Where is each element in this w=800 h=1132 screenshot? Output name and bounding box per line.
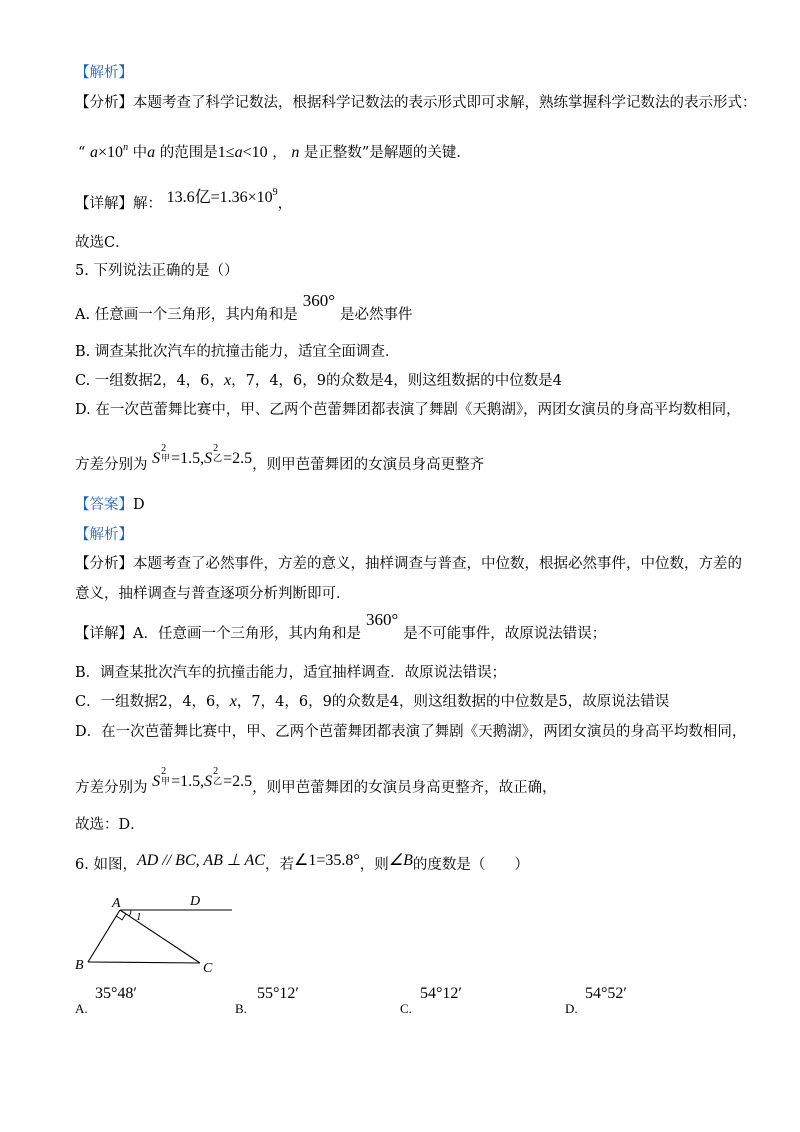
q5-analysis-heading-line	[75, 525, 133, 545]
option-d-post: ，则甲芭蕾舞团的女演员身高更整齐	[252, 457, 485, 473]
variance-symbol-2: S	[204, 773, 213, 790]
q6-stem	[75, 852, 529, 875]
variance-sub-1: 甲	[161, 453, 171, 463]
exponent-n: n	[123, 142, 129, 153]
variance-value-1: =1.5,	[171, 773, 205, 790]
q4-rule-line	[78, 143, 471, 165]
line-ac	[120, 910, 200, 963]
answer-value: D	[133, 497, 145, 513]
detail-c-var: x	[229, 693, 237, 710]
detail-d-pre: 方差分别为	[75, 780, 148, 796]
q5-option-d-line2	[75, 443, 485, 475]
analysis-heading: 【解析】	[75, 65, 133, 81]
q6-angle-asked: ∠B	[388, 852, 413, 869]
triangle-figure	[70, 885, 240, 980]
option-c-label: C.	[400, 1001, 412, 1016]
label-b: B	[75, 958, 84, 973]
conclusion-text: 故选：D．	[75, 817, 145, 833]
q6-number: 6. 如图，	[75, 857, 137, 873]
analysis-text-1: 本题考查了必然事件，方差的意义，抽样调查与普查，中位数，根据必然事件，中位数，方差的	[133, 556, 742, 572]
variance-symbol-1: S	[152, 450, 161, 467]
option-d-label: D.	[565, 1001, 578, 1016]
variance-sup-1: 2	[161, 766, 167, 777]
q6-condition: AD // BC, AB ⊥ AC	[136, 852, 265, 869]
label-angle-1: 1	[136, 911, 142, 923]
option-b-label: B.	[235, 1001, 247, 1016]
q5-detail-c	[75, 692, 669, 712]
q5-analysis-line1	[75, 554, 742, 574]
option-c-value: 54°12′	[420, 985, 462, 1002]
detail-b-text: B．调查某批次汽车的抗撞击能力，适宜抽样调查．故原说法错误；	[75, 665, 507, 681]
right-angle-mark	[116, 914, 126, 920]
option-a-post: 是必然事件	[340, 307, 413, 323]
conclusion-text: 故选C．	[75, 235, 130, 251]
option-a-math: 360°	[302, 291, 336, 310]
q5-conclusion	[75, 815, 145, 835]
q5-analysis-line2	[75, 584, 351, 604]
detail-a-post: 是不可能事件，故原说法错误；	[403, 626, 607, 642]
open-quote: “	[78, 145, 86, 161]
q6-angle-given: ∠1=35.8°	[293, 852, 360, 869]
var-a: a	[90, 144, 99, 161]
q6-if: ，若	[264, 857, 294, 873]
variance-sub-2: 乙	[213, 453, 223, 463]
variance-sup-1: 2	[161, 443, 167, 454]
option-a-pre: A. 任意画一个三角形，其内角和是	[75, 307, 298, 323]
detail-exponent: 9	[272, 187, 278, 198]
line-bc	[88, 962, 200, 963]
variance-math	[152, 443, 253, 467]
variance-value-2: =2.5	[223, 773, 253, 790]
variance-symbol-1: S	[152, 773, 161, 790]
q4-detail-line	[75, 187, 293, 216]
q5-detail-b	[75, 663, 506, 683]
q4-analysis-line	[75, 93, 757, 113]
variance-sup-2: 2	[213, 443, 219, 454]
option-a-label: A.	[75, 1001, 88, 1016]
option-d-pre: 方差分别为	[75, 457, 148, 473]
detail-tail: ，	[277, 196, 293, 212]
q6-tail: 的度数是（ ）	[412, 857, 529, 873]
detail-label: 【详解】	[75, 626, 133, 642]
analysis-label: 【分析】	[75, 556, 133, 572]
analysis-text-2: 意义，抽样调查与普查逐项分析判断即可．	[75, 586, 351, 602]
detail-math	[167, 189, 278, 206]
q6-then: ，则	[359, 857, 389, 873]
var-n: n	[291, 144, 300, 161]
variance-math	[152, 766, 253, 790]
variance-sup-2: 2	[213, 766, 219, 777]
detail-c-post: ，7，4，6，9的众数是4，则这组数据的中位数是5，故原说法错误	[236, 694, 670, 710]
option-b-value: 55°12′	[257, 985, 299, 1002]
detail-label: 【详解】	[75, 196, 133, 212]
label-a: A	[112, 896, 121, 911]
detail-d-line1-text: D．在一次芭蕾舞比赛中，甲、乙两个芭蕾舞团都表演了舞剧《天鹅湖》，两团女演员的身高平均数相同，	[75, 724, 747, 740]
times-ten: ×10	[98, 144, 124, 161]
angle-1-arc	[129, 910, 131, 916]
q5-option-d-line1	[75, 400, 741, 420]
option-b-text: B. 调查某批次汽车的抗撞击能力，适宜全面调查．	[75, 344, 400, 360]
option-c-pre: C. 一组数据2，4，6，	[75, 373, 224, 389]
variance-symbol-2: S	[204, 450, 213, 467]
detail-a-math: 360°	[365, 610, 399, 629]
q5-detail-a	[75, 610, 607, 644]
detail-expression: 13.6亿=1.36×10	[166, 189, 273, 206]
variance-index-2	[212, 443, 223, 463]
analysis-text: 本题考查了科学记数法，根据科学记数法的表示形式即可求解，熟练掌握科学记数法的表示形式：	[133, 95, 757, 111]
q4-conclusion	[75, 233, 130, 253]
q5-detail-d-line1	[75, 722, 746, 742]
q4-analysis-heading-line	[75, 63, 133, 83]
q5-stem-text: 5. 下列说法正确的是（）	[75, 263, 239, 279]
detail-d-post: ，则甲芭蕾舞团的女演员身高更整齐，故正确，	[252, 780, 557, 796]
label-d: D	[190, 894, 201, 909]
option-c-post: ，7，4，6，9的众数是4，则这组数据的中位数是4	[231, 373, 562, 389]
variance-value-2: =2.5	[223, 450, 253, 467]
var-a-again: a	[147, 144, 156, 161]
variance-index-2	[212, 766, 223, 786]
detail-a-pre: A．任意画一个三角形，其内角和是	[133, 626, 361, 642]
answer-label: 【答案】	[75, 497, 133, 513]
q5-option-b	[75, 342, 399, 362]
option-d-value: 54°52′	[585, 985, 627, 1002]
lower-bound: 1≤	[217, 144, 235, 161]
rule-tail: 是正整数”是解题的关键．	[303, 145, 471, 161]
var-a-range: a	[234, 144, 243, 161]
zhong-text: 中	[132, 145, 148, 161]
q5-stem	[75, 261, 238, 281]
q5-option-c	[75, 371, 562, 391]
variance-index-1	[160, 443, 171, 463]
variance-sub-2: 乙	[213, 776, 223, 786]
variance-value-1: =1.5,	[171, 450, 205, 467]
analysis-heading: 【解析】	[75, 527, 133, 543]
variance-sub-1: 甲	[161, 776, 171, 786]
detail-text: 解：	[133, 196, 162, 212]
upper-bound: <10	[242, 144, 268, 161]
q5-detail-d-line2	[75, 766, 557, 798]
q5-option-a	[75, 291, 413, 325]
option-d-line1-text: D. 在一次芭蕾舞比赛中，甲、乙两个芭蕾舞团都表演了舞剧《天鹅湖》，两团女演员的身高平均数相同，	[75, 402, 741, 418]
range-text: 的范围是	[159, 145, 218, 161]
variance-index-1	[160, 766, 171, 786]
detail-c-pre: C．一组数据2，4，6，	[75, 694, 230, 710]
option-a-value: 35°48′	[95, 985, 137, 1002]
line-ab	[88, 910, 120, 962]
label-c: C	[203, 961, 213, 976]
analysis-label: 【分析】	[75, 95, 133, 111]
option-c-var: x	[223, 372, 232, 389]
q5-answer-line	[75, 495, 145, 515]
comma: ，	[272, 145, 287, 161]
